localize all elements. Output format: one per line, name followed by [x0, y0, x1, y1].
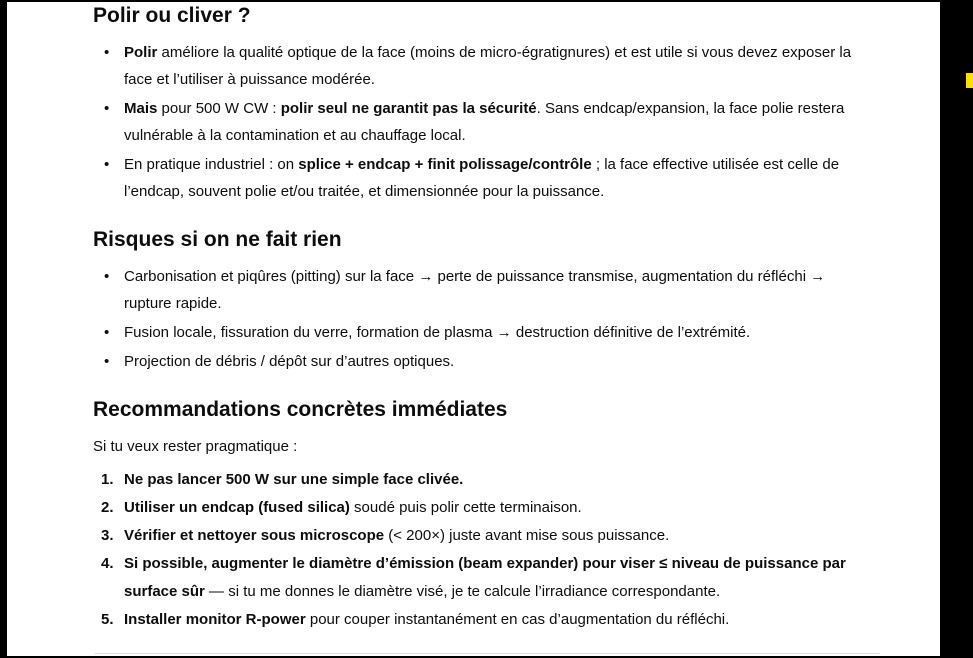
- bullet-list-risques: [93, 263, 873, 375]
- list-item-text: Carbonisation et piqûres (pitting) sur la face → perte de puissance transmise, augmentation du réfléchi → rupture rapide.: [124, 268, 826, 312]
- text-segment: splice + endcap + finit polissage/contrôle: [298, 156, 592, 173]
- text-segment: pour couper instantanément en cas d’augmentation du réfléchi.: [305, 611, 730, 628]
- numbered-list-recommandations: [93, 466, 873, 634]
- bullet-icon: •: [104, 100, 110, 117]
- bullet-icon: •: [104, 44, 110, 61]
- text-segment: Mais: [124, 100, 158, 117]
- list-item-text: [124, 494, 873, 522]
- text-segment: ; la face effective utilisée est celle de l’endcap, souvent polie et/ou traitée, et dimensionnée pour la puissance.: [124, 156, 840, 200]
- list-item-text: Fusion locale, fissuration du verre, formation de plasma → destruction définitive de l’extrémité.: [124, 324, 751, 341]
- scrollbar-track[interactable]: [940, 0, 973, 658]
- number-marker: 3.: [101, 527, 114, 544]
- text-segment: Polir: [124, 44, 158, 61]
- text-segment: améliore la qualité optique de la face (moins de micro-égratignures) et est utile si vous devez exposer la face et l’utiliser à puissance modérée.: [124, 44, 852, 88]
- text-segment: Installer monitor R-power: [124, 611, 306, 628]
- list-item: [93, 319, 873, 346]
- list-item: [93, 494, 873, 522]
- text-segment: Ne pas lancer 500 W sur une simple face clivée.: [124, 471, 464, 488]
- section-heading-polir-ou-cliver: Polir ou cliver ?: [93, 4, 251, 27]
- text-segment: polir seul ne garantit pas la sécurité: [280, 100, 537, 117]
- list-item: [93, 95, 873, 149]
- list-item: [93, 348, 873, 375]
- text-segment: Si possible, augmenter le diamètre d’émission (beam expander) pour viser ≤ niveau de puissance par surface sûr: [124, 555, 846, 600]
- bullet-icon: •: [104, 268, 110, 285]
- text-segment: pour 500 W CW :: [157, 100, 281, 117]
- list-item-text: [124, 606, 873, 634]
- bullet-list-polir: [93, 39, 873, 205]
- list-item: [93, 522, 873, 550]
- number-marker: 5.: [101, 611, 114, 628]
- screen-edge-left: [0, 0, 7, 658]
- number-marker: 2.: [101, 499, 114, 516]
- message-divider: [95, 653, 880, 654]
- text-segment: soudé puis polir cette terminaison.: [349, 499, 582, 516]
- number-marker: 4.: [101, 555, 114, 572]
- number-marker: 1.: [101, 471, 114, 488]
- list-item: [93, 263, 873, 317]
- text-segment: Vérifier et nettoyer sous microscope: [124, 527, 385, 544]
- text-segment: Utiliser un endcap (fused silica): [124, 499, 350, 516]
- text-segment: — si tu me donnes le diamètre visé, je te calcule l’irradiance correspondante.: [204, 583, 721, 600]
- list-item-text: [124, 151, 873, 205]
- list-item: [93, 39, 873, 93]
- bullet-icon: •: [104, 156, 110, 173]
- text-segment: (< 200×) juste avant mise sous puissance.: [384, 527, 670, 544]
- search-result-marker[interactable]: [966, 73, 973, 88]
- list-item: [93, 466, 873, 494]
- chat-message-document: [7, 2, 940, 656]
- text-segment: En pratique industriel : on: [124, 156, 299, 173]
- list-item: [93, 550, 873, 606]
- bullet-icon: •: [104, 353, 110, 370]
- list-item: [93, 606, 873, 634]
- list-item: [93, 151, 873, 205]
- list-item-text: [124, 466, 873, 494]
- list-item-text: Projection de débris / dépôt sur d’autres optiques.: [124, 353, 455, 370]
- list-item-text: [124, 550, 873, 606]
- intro-paragraph: Si tu veux rester pragmatique :: [93, 438, 298, 455]
- list-item-text: [124, 39, 873, 93]
- section-heading-risques: Risques si on ne fait rien: [93, 228, 342, 251]
- list-item-text: [124, 522, 873, 550]
- section-heading-recommandations: Recommandations concrètes immédiates: [93, 398, 508, 421]
- bullet-icon: •: [104, 324, 110, 341]
- text-segment: . Sans endcap/expansion, la face polie restera vulnérable à la contamination et au chauffage local.: [124, 100, 845, 144]
- list-item-text: [124, 95, 873, 149]
